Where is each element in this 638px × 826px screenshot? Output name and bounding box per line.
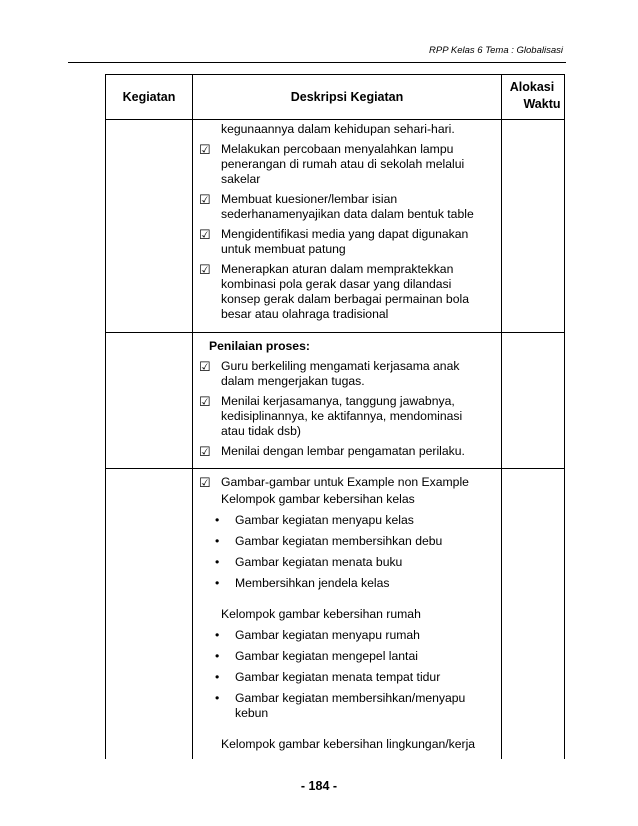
checkbox-checked-icon: ☑ xyxy=(199,475,211,490)
header-alokasi-line1: Alokasi xyxy=(509,80,555,94)
bullet-icon: • xyxy=(215,691,220,705)
bullet-icon: • xyxy=(215,534,220,548)
checkbox-checked-icon: ☑ xyxy=(199,227,211,242)
list-item xyxy=(199,475,491,490)
checkbox-checked-icon: ☑ xyxy=(199,444,211,459)
group-title: Kelompok gambar kebersihan lingkungan/kerja xyxy=(221,737,476,751)
group-title: Kelompok gambar kebersihan rumah xyxy=(221,607,421,621)
checkbox-checked-icon: ☑ xyxy=(199,262,211,277)
item-line: kebun xyxy=(235,706,269,720)
item-line: kombinasi pola gerak dasar yang dilandasi xyxy=(221,277,452,291)
list-item xyxy=(199,227,491,257)
item-line: untuk membuat patung xyxy=(221,242,346,256)
bullet-icon: • xyxy=(215,649,220,663)
item-line: Menilai dengan lembar pengamatan perilaku. xyxy=(221,444,465,458)
item-line: Melakukan percobaan menyalahkan lampu xyxy=(221,142,454,156)
bullet-icon: • xyxy=(215,628,220,642)
cell-deskripsi xyxy=(193,120,502,333)
checkbox-checked-icon: ☑ xyxy=(199,394,211,409)
section-heading: Penilaian proses: xyxy=(209,339,310,353)
item-line: Menerapkan aturan dalam mempraktekkan xyxy=(221,262,454,276)
continuation-text: kegunaannya dalam kehidupan sehari-hari. xyxy=(221,122,455,136)
cell-alokasi xyxy=(502,120,565,333)
checkbox-checked-icon: ☑ xyxy=(199,192,211,207)
bullet-item: • Membersihkan jendela kelas xyxy=(215,576,390,590)
page-number: - 184 - xyxy=(300,779,338,793)
item-line: kedisiplinannya, ke aktifannya, mendominasi xyxy=(221,409,463,423)
item-line: Gambar-gambar untuk Example non Example xyxy=(221,475,469,489)
item-line: atau tidak dsb) xyxy=(221,424,301,438)
header-deskripsi: Deskripsi Kegiatan xyxy=(193,75,502,120)
table-row xyxy=(106,469,565,759)
header-alokasi-line2: Waktu xyxy=(523,97,561,111)
list-item xyxy=(199,262,491,322)
table-header-row xyxy=(106,75,565,120)
table-row xyxy=(106,333,565,469)
header-kegiatan: Kegiatan xyxy=(106,75,193,120)
list-item xyxy=(199,192,491,222)
bullet-item: • Gambar kegiatan mengepel lantai xyxy=(215,649,418,663)
header-alokasi xyxy=(502,75,565,120)
bullet-item: • Gambar kegiatan menyapu rumah xyxy=(215,628,420,642)
item-line: sederhanamenyajikan data dalam bentuk table xyxy=(221,207,474,221)
item-line: Guru berkeliling mengamati kerjasama anak xyxy=(221,359,460,373)
item-line: penerangan di rumah atau di sekolah melalui xyxy=(221,157,465,171)
list-item xyxy=(199,394,491,439)
list-item xyxy=(199,444,491,459)
item-line: Menilai kerjasamanya, tanggung jawabnya, xyxy=(221,394,455,408)
list-item xyxy=(199,359,491,389)
bullet-item: • Gambar kegiatan menyapu kelas xyxy=(215,513,414,527)
bullet-icon: • xyxy=(215,576,220,590)
bullet-item: • Gambar kegiatan menata buku xyxy=(215,555,403,569)
bullet-icon: • xyxy=(215,670,220,684)
item-line: Mengidentifikasi media yang dapat digunakan xyxy=(221,227,469,241)
activity-table xyxy=(105,74,565,759)
cell-alokasi xyxy=(502,333,565,469)
item-line: sakelar xyxy=(221,172,261,186)
cell-deskripsi xyxy=(193,333,502,469)
bullet-item: • Gambar kegiatan membersihkan debu xyxy=(215,534,443,548)
running-header: RPP Kelas 6 Tema : Globalisasi xyxy=(429,45,563,56)
item-line: Membuat kuesioner/lembar isian xyxy=(221,192,398,206)
item-line: dalam mengerjakan tugas. xyxy=(221,374,365,388)
bullet-item: • Gambar kegiatan membersihkan/menyapu kebun xyxy=(199,691,491,721)
cell-kegiatan xyxy=(106,120,193,333)
item-line: besar atau olahraga tradisional xyxy=(221,307,389,321)
cell-kegiatan xyxy=(106,469,193,759)
checkbox-checked-icon: ☑ xyxy=(199,359,211,374)
cell-deskripsi xyxy=(193,469,502,759)
bullet-icon: • xyxy=(215,513,220,527)
header-divider xyxy=(68,62,566,63)
list-item xyxy=(199,142,491,187)
bullet-icon: • xyxy=(215,555,220,569)
group-title: Kelompok gambar kebersihan kelas xyxy=(221,492,415,506)
checkbox-checked-icon: ☑ xyxy=(199,142,211,157)
table-row xyxy=(106,120,565,333)
cell-kegiatan xyxy=(106,333,193,469)
cell-alokasi xyxy=(502,469,565,759)
item-line: konsep gerak dalam berbagai permainan bola xyxy=(221,292,469,306)
bullet-item: • Gambar kegiatan menata tempat tidur xyxy=(215,670,441,684)
